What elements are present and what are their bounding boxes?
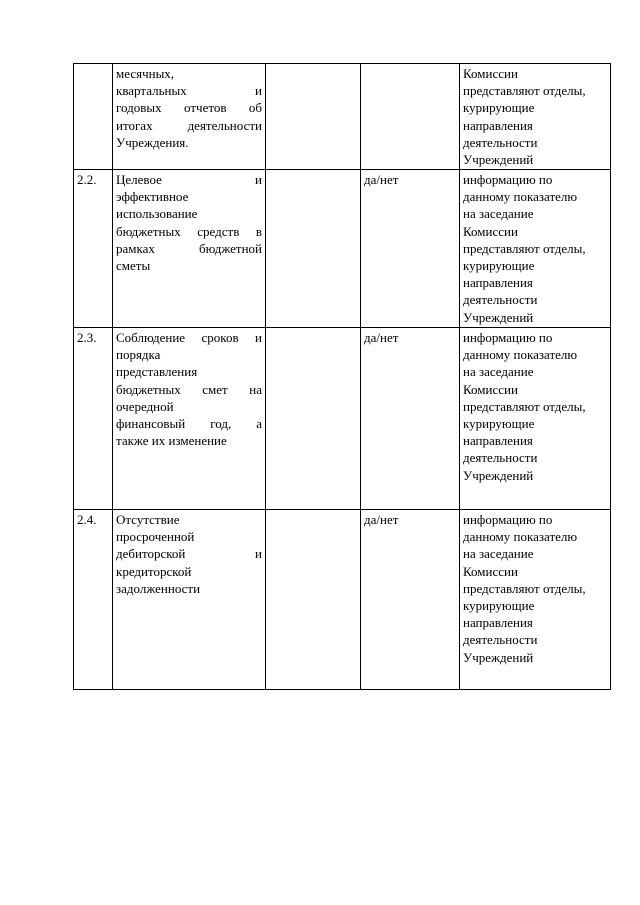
value-cell: да/нет [361,170,460,328]
note-line: Комиссии [463,563,518,579]
value-cell: да/нет [361,328,460,510]
note-line: информацию по [463,172,553,187]
note-line: деятельности [463,134,538,150]
criterion-name-line: просроченной [116,529,195,545]
criterion-name-line: порядка [116,347,161,363]
note-line: Учреждений [463,309,534,325]
note-cell [460,170,611,328]
criterion-name [113,64,266,170]
criterion-name-line: годовых отчетов об [116,100,262,116]
note-line: направления [463,117,533,133]
row-number: 2.3. [74,328,113,510]
note-line: данному показателю [463,189,578,205]
note-line: деятельности [463,292,538,308]
criterion-name-line: бюджетных смет на [116,381,262,397]
note-line: Комиссии [463,66,518,81]
criterion-name [113,170,266,328]
criterion-name-line: итогах деятельности [116,117,262,133]
table-row [74,170,611,328]
empty-cell [266,510,361,690]
criterion-name [113,510,266,690]
table-row [74,328,611,510]
criterion-name-line: кредиторской [116,563,192,579]
note-line: представляют отделы, [463,240,586,256]
row-number [74,64,113,170]
note-line: данному показателю [463,347,578,363]
criterion-name-line: финансовый год, а [116,416,262,432]
criterion-name-line: дебиторской и [116,546,262,562]
criterion-name-line: Целевое и [116,172,262,187]
note-line: представляют отделы, [463,580,586,596]
note-line: курирующие [463,258,535,274]
note-cell [460,64,611,170]
note-cell [460,510,611,690]
note-line: на заседание [463,546,534,562]
note-line: информацию по [463,330,553,345]
criterion-name-line: использование [116,206,198,222]
criterion-name-line: Учреждения. [116,134,189,150]
criterion-name-line: также их изменение [116,433,227,449]
criterion-name-line: рамках бюджетной [116,240,262,256]
criterion-name-line: эффективное [116,189,189,205]
note-line: курирующие [463,100,535,116]
empty-cell [266,328,361,510]
note-line: представляют отделы, [463,398,586,414]
criterion-name-line: Отсутствие [116,512,180,527]
note-line: Комиссии [463,223,518,239]
note-line: направления [463,275,533,291]
criterion-name-line: задолженности [116,580,201,596]
note-line: Учреждений [463,467,534,483]
note-line: информацию по [463,512,553,527]
note-line: Комиссии [463,381,518,397]
criterion-name-line: бюджетных средств в [116,223,262,239]
note-line: представляют отделы, [463,83,586,99]
criterion-name-line: сметы [116,258,151,274]
table-row [74,510,611,690]
criterion-name-line: представления [116,364,198,380]
note-line: направления [463,615,533,631]
row-number: 2.2. [74,170,113,328]
note-line: Учреждений [463,649,534,665]
row-number: 2.4. [74,510,113,690]
note-line: на заседание [463,364,534,380]
note-line: деятельности [463,632,538,648]
note-line: курирующие [463,598,535,614]
criteria-table [73,63,611,690]
note-line: данному показателю [463,529,578,545]
criterion-name-line: Соблюдение сроков и [116,330,262,345]
value-cell [361,64,460,170]
note-line: деятельности [463,450,538,466]
note-line: на заседание [463,206,534,222]
criterion-name-line: месячных, [116,66,175,81]
table-row [74,64,611,170]
note-line: направления [463,433,533,449]
note-cell [460,328,611,510]
criterion-name [113,328,266,510]
value-cell: да/нет [361,510,460,690]
criterion-name-line: очередной [116,398,174,414]
note-line: Учреждений [463,152,534,168]
empty-cell [266,64,361,170]
note-line: курирующие [463,416,535,432]
criterion-name-line: квартальных и [116,83,262,99]
empty-cell [266,170,361,328]
